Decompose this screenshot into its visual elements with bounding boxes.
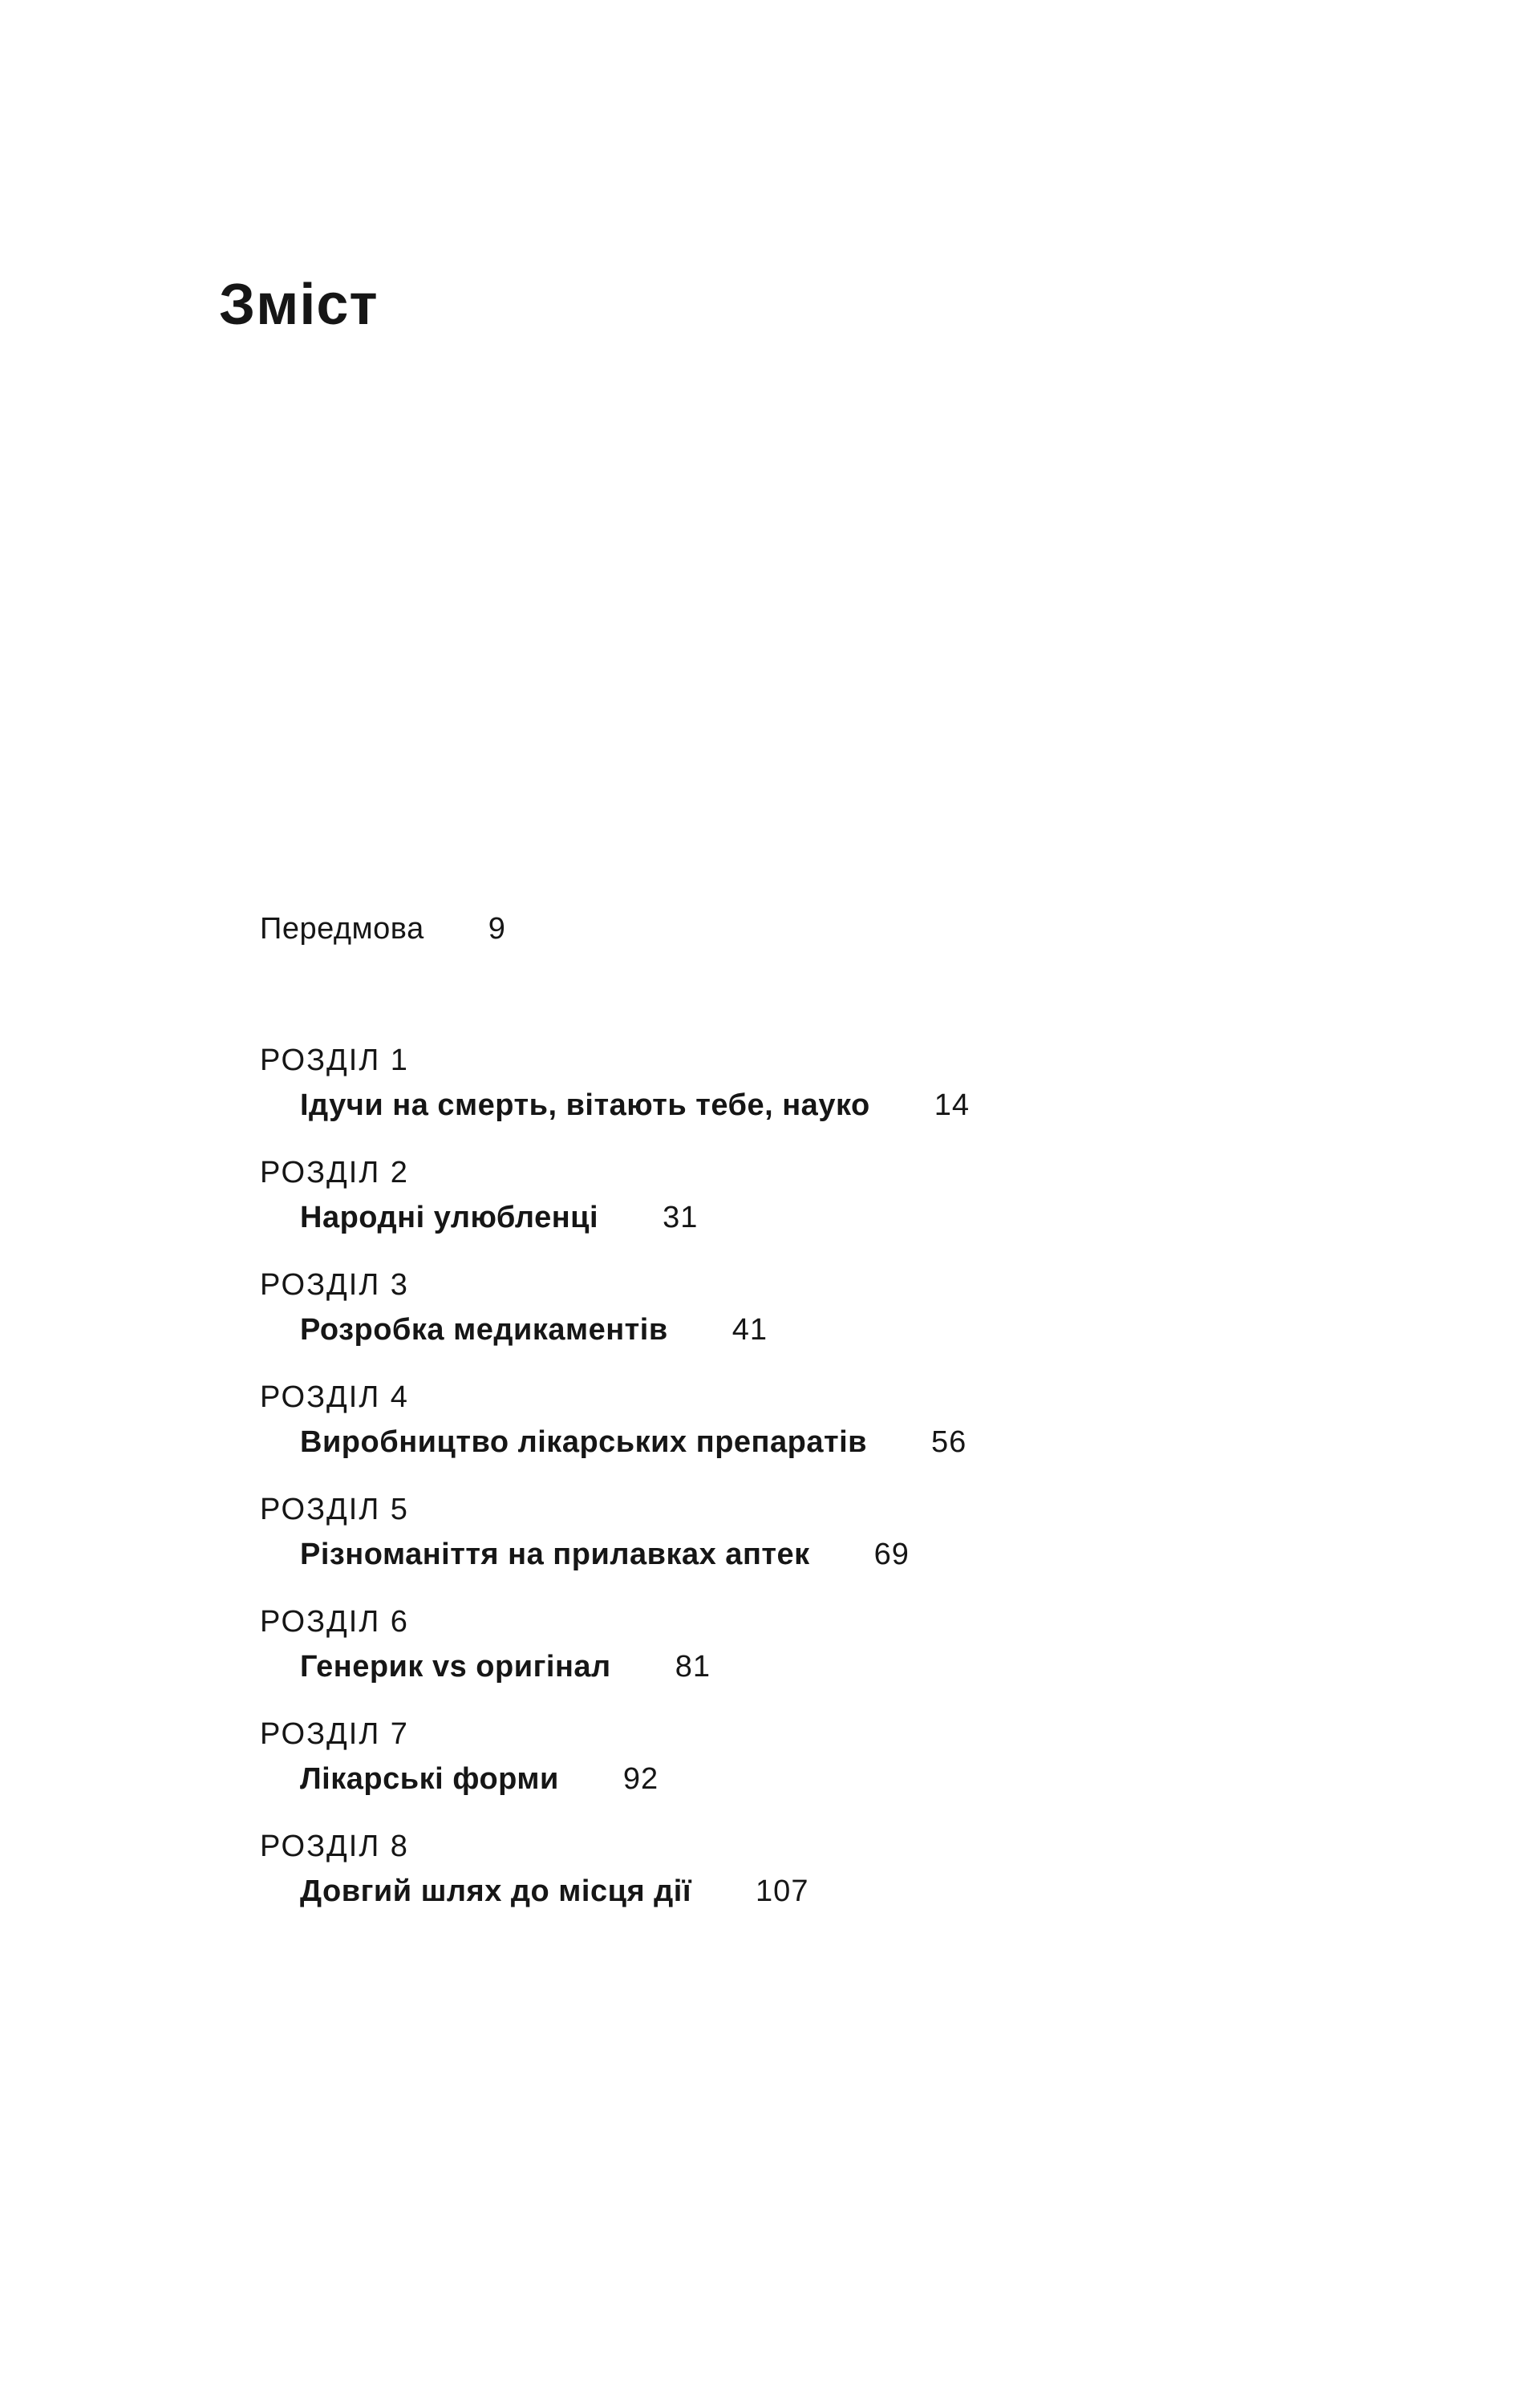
toc-chapter-2 bbox=[260, 1150, 1383, 1262]
toc-page-number: 41 bbox=[732, 1313, 768, 1347]
toc-entry-chapter-2[interactable] bbox=[300, 1195, 1383, 1240]
toc-page-number: 81 bbox=[675, 1650, 711, 1684]
chapter-label: РОЗДІЛ 1 bbox=[260, 1043, 409, 1077]
toc-page-number: 56 bbox=[931, 1425, 967, 1459]
page-title: Зміст bbox=[219, 273, 379, 337]
toc-entry-chapter-1[interactable] bbox=[300, 1083, 1383, 1128]
chapter-label: РОЗДІЛ 7 bbox=[260, 1717, 409, 1751]
toc-chapter-4 bbox=[260, 1375, 1383, 1487]
toc-entry-chapter-7[interactable] bbox=[300, 1757, 1383, 1801]
chapter-label: РОЗДІЛ 4 bbox=[260, 1380, 409, 1414]
toc-entry-chapter-5[interactable] bbox=[300, 1532, 1383, 1577]
table-of-contents bbox=[260, 905, 1383, 1936]
chapter-title: Довгий шлях до місця дії bbox=[300, 1874, 692, 1908]
chapter-title: Генерик vs оригінал bbox=[300, 1650, 611, 1684]
toc-entry-chapter-4[interactable] bbox=[300, 1420, 1383, 1465]
chapter-title: Народні улюбленці bbox=[300, 1201, 599, 1234]
toc-chapter-3 bbox=[260, 1262, 1383, 1375]
chapter-title: Виробництво лікарських препаратів bbox=[300, 1425, 867, 1459]
toc-chapter-5 bbox=[260, 1487, 1383, 1599]
toc-chapter-8 bbox=[260, 1824, 1383, 1936]
toc-page-number: 92 bbox=[622, 1762, 659, 1796]
toc-page-number: 9 bbox=[488, 912, 506, 946]
toc-entry-chapter-3[interactable] bbox=[300, 1307, 1383, 1352]
toc-entry-title: Передмова bbox=[260, 912, 424, 946]
chapter-title: Ідучи на смерть, вітають тебе, науко bbox=[300, 1088, 870, 1122]
toc-entry-preface[interactable] bbox=[260, 905, 1383, 953]
toc-chapter-6 bbox=[260, 1599, 1383, 1712]
toc-page-number: 69 bbox=[873, 1538, 910, 1571]
chapter-label: РОЗДІЛ 6 bbox=[260, 1605, 409, 1639]
toc-entry-chapter-8[interactable] bbox=[300, 1869, 1383, 1914]
chapter-label: РОЗДІЛ 2 bbox=[260, 1156, 409, 1189]
toc-entry-chapter-6[interactable] bbox=[300, 1644, 1383, 1689]
chapter-label: РОЗДІЛ 8 bbox=[260, 1830, 409, 1863]
toc-page-number: 14 bbox=[934, 1088, 970, 1122]
chapter-title: Лікарські форми bbox=[300, 1762, 559, 1796]
toc-chapter-7 bbox=[260, 1712, 1383, 1824]
toc-chapter-1 bbox=[260, 1038, 1383, 1150]
chapter-title: Розробка медикаментів bbox=[300, 1313, 668, 1347]
chapter-title: Різноманіття на прилавках аптек bbox=[300, 1538, 810, 1571]
chapter-label: РОЗДІЛ 5 bbox=[260, 1493, 409, 1526]
toc-page-number: 31 bbox=[663, 1201, 699, 1234]
toc-page-number: 107 bbox=[756, 1874, 809, 1908]
chapter-label: РОЗДІЛ 3 bbox=[260, 1268, 409, 1302]
